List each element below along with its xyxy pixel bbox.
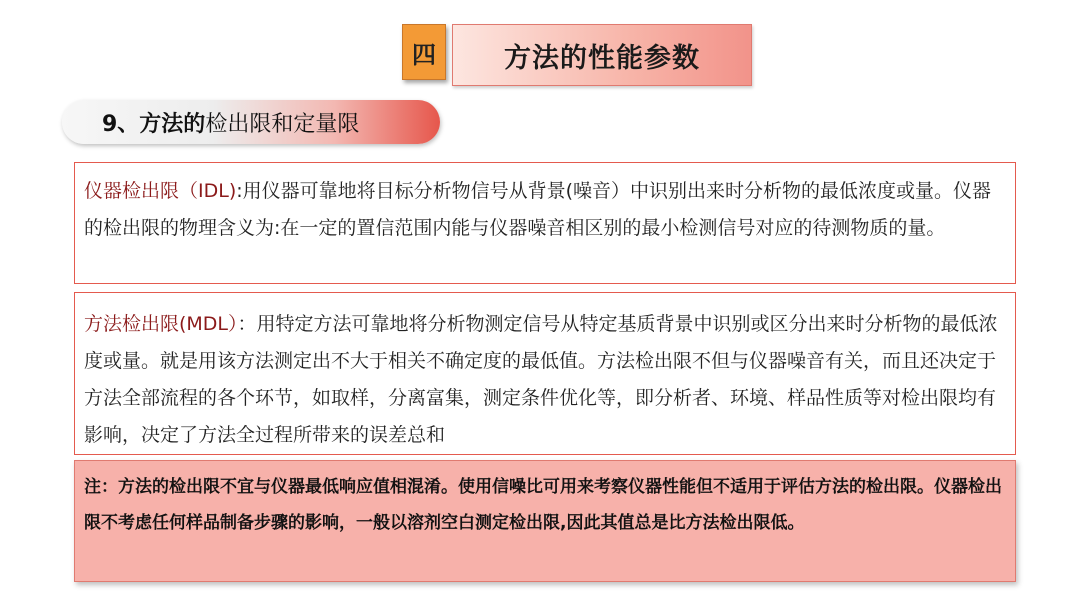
mdl-term: 方法检出限(MDL）: [84, 313, 238, 335]
mdl-definition-box: [74, 292, 1016, 455]
subheading-normal-text: 检出限和定量限: [205, 111, 360, 137]
mdl-text: ：用特定方法可靠地将分析物测定信号从特定基质背景中识别或区分出来时分析物的最低浓度或量。就是用该方法测定出不大于相关不确定度的最低值。方法检出限不但与仪器噪音有关，而且还决定于方法全部流程的各个环节，如取样，分离富集，测定条件优化等，即分析者、环境、样品性质等对检出限均有影响，决定了方法全过程所带来的误差总和: [84, 313, 998, 446]
subheading-bold-text: 9、方法的: [102, 111, 206, 137]
note-text: 注：方法的检出限不宜与仪器最低响应值相混淆。使用信噪比可用来考察仪器性能但不适用于评估方法的检出限。仪器检出限不考虑任何样品制备步骤的影响，一般以溶剂空白测定检出限,因此其值总是比方法检出限低。: [84, 477, 1002, 533]
note-box: [74, 460, 1016, 582]
idl-text: :用仪器可靠地将目标分析物信号从背景(噪音）中识别出来时分析物的最低浓度或量。仪器的检出限的物理含义为:在一定的置信范围内能与仪器噪音相区别的最小检测信号对应的待测物质的量。: [84, 180, 992, 239]
section-number-badge: 四: [402, 24, 446, 80]
idl-definition-box: [74, 162, 1016, 284]
subheading-pill: [62, 100, 440, 144]
section-title: 方法的性能参数: [452, 24, 752, 86]
idl-term: 仪器检出限（IDL): [84, 180, 237, 202]
